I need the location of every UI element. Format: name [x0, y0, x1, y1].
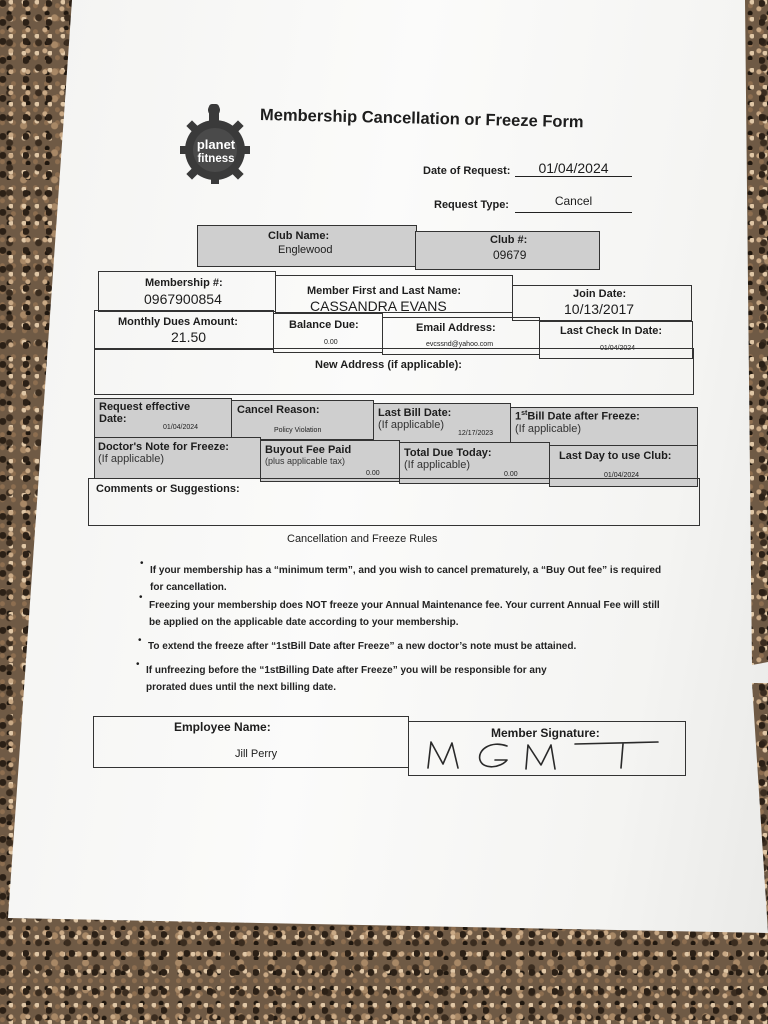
- total-due-value: 0.00: [504, 471, 518, 478]
- buyout-fee-sub: (plus applicable tax): [265, 456, 346, 466]
- doctors-note-cell: [94, 437, 261, 479]
- request-effective-label-2: Date:: [99, 413, 127, 425]
- rule-3: [148, 638, 576, 655]
- first-bill-sup: st: [521, 410, 528, 417]
- club-number-value: 09679: [493, 248, 527, 262]
- join-date-value: 10/13/2017: [564, 301, 635, 317]
- membership-number-value: 0967900854: [144, 291, 222, 307]
- logo-line2: fitness: [197, 153, 235, 165]
- planet-fitness-logo: [178, 104, 256, 186]
- last-checkin-label: Last Check In Date:: [560, 325, 663, 337]
- rules-title: Cancellation and Freeze Rules: [287, 533, 438, 545]
- rule-2-line-2: be applied on the applicable date according to your membership.: [149, 617, 459, 628]
- rule-4: [146, 662, 547, 696]
- cancel-reason-cell: [231, 400, 374, 440]
- email-label: Email Address:: [416, 322, 496, 334]
- total-due-sub: (If applicable): [404, 459, 471, 471]
- date-of-request-label: Date of Request:: [423, 165, 511, 177]
- join-date-cell: [512, 285, 692, 321]
- buyout-fee-label: Buyout Fee Paid: [265, 444, 352, 456]
- rule-1-line-2: for cancellation.: [150, 582, 227, 593]
- request-effective-cell: [94, 398, 232, 438]
- club-name-cell: [197, 225, 417, 267]
- cancel-reason-value: Policy Violation: [274, 427, 322, 434]
- membership-number-label: Membership #:: [145, 277, 223, 289]
- rule-4-line-1: If unfreezing before the “1stBilling Date after Freeze” you will be responsible for any: [146, 665, 547, 676]
- last-bill-date-sub: (If applicable): [378, 419, 445, 431]
- bullet-icon: •: [140, 558, 144, 569]
- rule-1: [150, 562, 661, 596]
- club-number-cell: [415, 231, 600, 270]
- first-bill-label: Bill Date after Freeze:: [527, 410, 640, 423]
- request-type-value[interactable]: Cancel: [515, 194, 632, 213]
- first-bill-sub: (If applicable): [515, 423, 582, 435]
- member-name-label: Member First and Last Name:: [307, 285, 462, 297]
- member-signature-label: Member Signature:: [491, 726, 600, 740]
- total-due-label: Total Due Today:: [404, 447, 492, 459]
- new-address-label: New Address (if applicable):: [315, 359, 462, 371]
- member-name-cell: [275, 275, 513, 313]
- member-signature-image: [425, 738, 665, 772]
- first-bill-after-freeze-cell: [510, 407, 698, 447]
- last-bill-date-value: 12/17/2023: [458, 430, 494, 437]
- comments-cell[interactable]: [88, 478, 700, 526]
- balance-due-cell: [273, 313, 383, 353]
- first-bill-prefix: 1: [515, 410, 522, 423]
- form-title: Membership Cancellation or Freeze Form: [259, 106, 584, 132]
- employee-name-label: Employee Name:: [174, 720, 271, 734]
- bullet-icon: •: [138, 635, 142, 646]
- last-bill-date-cell: [373, 403, 511, 443]
- monthly-dues-value: 21.50: [171, 329, 207, 345]
- last-day-value: 01/04/2024: [604, 472, 640, 479]
- balance-due-value: 0.00: [324, 339, 338, 346]
- rule-2: [149, 597, 660, 631]
- club-number-label: Club #:: [490, 234, 528, 246]
- request-effective-label-1: Request effective: [99, 401, 191, 413]
- request-effective-value: 01/04/2024: [163, 424, 199, 431]
- rule-4-line-2: prorated dues until the next billing date.: [146, 682, 337, 693]
- email-value: evcssnd@yahoo.com: [426, 341, 494, 348]
- logo-line1: planet: [196, 137, 236, 152]
- buyout-fee-cell: [260, 440, 400, 482]
- join-date-label: Join Date:: [573, 288, 627, 300]
- buyout-fee-value: 0.00: [366, 470, 380, 477]
- monthly-dues-cell: [94, 310, 274, 350]
- rule-3-line-1: To extend the freeze after “1stBill Date after Freeze” a new doctor’s note must be attained.: [148, 641, 577, 652]
- membership-number-cell: [98, 271, 276, 312]
- employee-name-cell: [93, 716, 409, 768]
- monthly-dues-label: Monthly Dues Amount:: [118, 316, 238, 328]
- rule-1-line-1: If your membership has a “minimum term”, and you wish to cancel prematurely, a “Buy Out fee” is required: [150, 565, 662, 576]
- doctors-note-sub: (If applicable): [98, 453, 165, 465]
- club-name-value: Englewood: [278, 244, 333, 256]
- rule-2-line-1: Freezing your membership does NOT freeze your Annual Maintenance fee. Your current Annual Fee will still: [149, 600, 660, 611]
- bullet-icon: •: [139, 592, 143, 603]
- cancel-reason-label: Cancel Reason:: [237, 404, 320, 416]
- member-name-value: CASSANDRA EVANS: [310, 298, 447, 313]
- request-type-label: Request Type:: [434, 199, 509, 211]
- employee-name-value: Jill Perry: [235, 748, 278, 760]
- last-bill-date-label: Last Bill Date:: [378, 407, 452, 419]
- comments-label: Comments or Suggestions:: [96, 483, 240, 495]
- balance-due-label: Balance Due:: [289, 319, 359, 331]
- new-address-cell[interactable]: [94, 348, 694, 395]
- last-checkin-value: 01/04/2024: [600, 345, 636, 352]
- date-of-request-value[interactable]: 01/04/2024: [515, 160, 632, 177]
- club-name-label: Club Name:: [268, 230, 330, 242]
- bullet-icon: •: [136, 659, 140, 670]
- doctors-note-label: Doctor's Note for Freeze:: [98, 441, 229, 453]
- last-day-label: Last Day to use Club:: [559, 450, 672, 462]
